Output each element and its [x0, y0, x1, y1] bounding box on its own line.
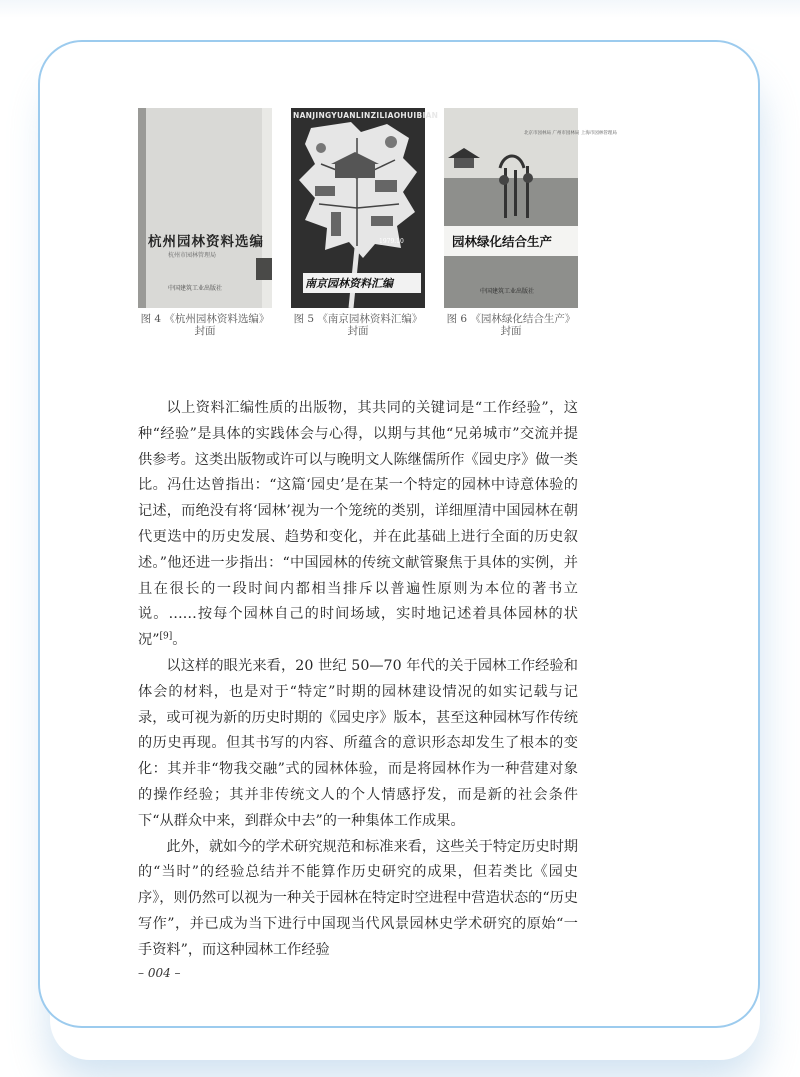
- cover-publisher: 中国建筑工业出版社: [480, 288, 535, 295]
- cover-title: 南京园林资料汇编: [305, 277, 393, 290]
- figure-6: [444, 108, 617, 337]
- figure-4: [138, 108, 272, 337]
- cover-image-greening: [444, 108, 617, 308]
- top-strip: [0, 0, 800, 18]
- paragraph-2: 以这样的眼光来看，20 世纪 50—70 年代的关于园林工作经验和体会的材料，也是对于“特定”时期的园林建设情况的如实记载与记录，或可视为新的历史时期的《园史序》版本，甚至这种园林写作传统的历史再现。但其书写的内容、所蕴含的意识形态却发生了根本的变化：其并非“物我交融”式的园林体验，而是将园林作为一种营建对象的操作经验；其并非传统文人的个人情感抒发，而是新的社会条件下“从群众中来，到群众中去”的一种集体工作成果。: [138, 657, 578, 829]
- paragraph-3: 此外，就如今的学术研究规范和标准来看，这些关于特定历史时期的“当时”的经验总结并不能算作历史研究的成果，但若类比《园史序》，则仍然可以视为一种关于园林在特定时空进程中营造状态的“历史写作”，并已成为当下进行中国现当代风景园林史学术研究的原始“一手资料”，而这种园林工作经验: [138, 838, 578, 958]
- footnote-reference: [9]: [159, 631, 173, 642]
- body-text: [138, 396, 578, 964]
- cover-image-nanjing: [291, 108, 439, 308]
- cover-subtitle: 杭州市园林管理局: [168, 252, 217, 259]
- cover-publisher: 中国建筑工业出版社: [168, 285, 223, 292]
- cover-spine: [138, 108, 146, 308]
- page-number: – 004 –: [138, 966, 181, 980]
- figure-caption: 图 4 《杭州园林资料选编》 封面: [140, 313, 270, 337]
- cover-title: 杭州园林资料选编: [148, 234, 264, 250]
- cover-year: 1979.10: [379, 238, 404, 245]
- cover-catalog-tag: [256, 258, 272, 280]
- pavilion-illustration: [444, 108, 578, 308]
- cover-roman-title: NANJINGYUANLINZILIAOHUIBIAN: [293, 111, 439, 120]
- figure-5: [291, 108, 439, 337]
- cover-header: 北京市园林局 广州市园林局 上海市园林管理局: [524, 131, 617, 136]
- paragraph-text: 以上资料汇编性质的出版物，其共同的关键词是“工作经验”，这种“经验”是具体的实践体会与心得，以期与其他“兄弟城市”交流并提供参考。这类出版物或许可以与晚明文人陈继儒所作《园史序》做一类比。冯仕达曾指出：“这篇‘园史’是在某一个特定的园林中诗意体验的记述，而绝没有将‘园林’视为一个笼统的类别，详细厘清中国园林在朝代更迭中的历史发展、趋势和变化，并在此基础上进行全面的历史叙述。”他还进一步指出：“中国园林的传统文献管聚焦于具体的实例，并且在很长的一段时间内都相当排斥以普遍性原则为本位的著书立说。……按每个园林自己的时间场域，实时地记述着具体园林的状况”: [138, 400, 578, 649]
- cover-image-hangzhou: [138, 108, 272, 308]
- cover-title: 园林绿化结合生产: [452, 234, 553, 249]
- figure-caption: 图 6 《园林绿化结合生产》 封面: [446, 313, 576, 337]
- figure-caption: 图 5 《南京园林资料汇编》 封面: [293, 313, 423, 337]
- paragraph-1: 以上资料汇编性质的出版物，其共同的关键词是“工作经验”，这种“经验”是具体的实践体会与心得，以期与其他“兄弟城市”交流并提供参考。这类出版物或许可以与晚明文人陈继儒所作《园史序》做一类比。冯仕达曾指出：“这篇‘园史’是在某一个特定的园林中诗意体验的记述，而绝没有将‘园林’视为一个笼统的类别，详细厘清中国园林在朝代更迭中的历史发展、趋势和变化，并在此基础上进行全面的历史叙述。”他还进一步指出：“中国园林的传统文献管聚焦于具体的实例，并且在很长的一段时间内都相当排斥以普遍性原则为本位的著书立说。……按每个园林自己的时间场域，实时地记述着具体园林的状况”[9]。: [138, 400, 578, 649]
